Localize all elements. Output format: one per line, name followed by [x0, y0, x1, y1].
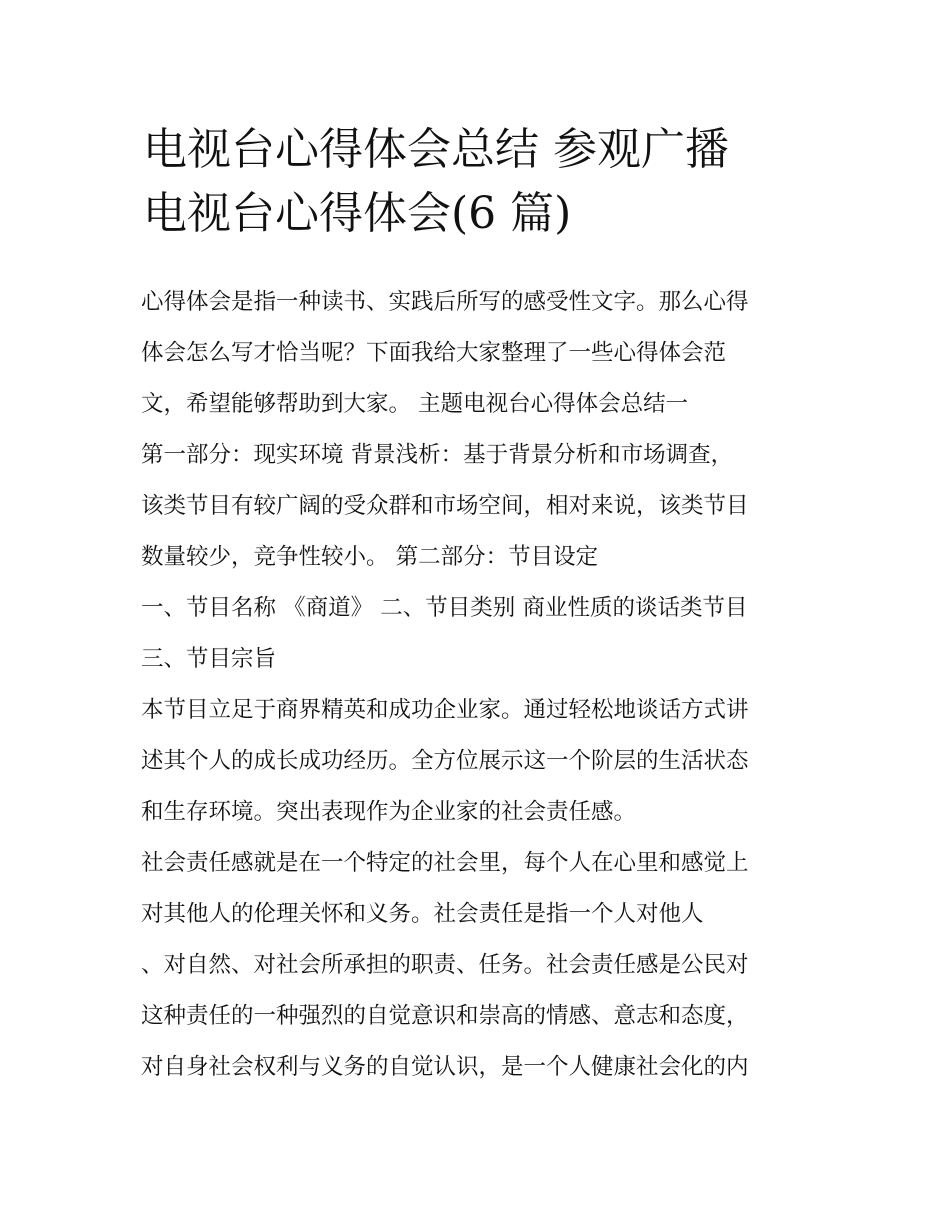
body-line: 体会怎么写才恰当呢？下面我给大家整理了一些心得体会范	[141, 340, 727, 366]
body-line: 这种责任的一种强烈的自觉意识和崇高的情感、意志和态度，	[141, 1003, 749, 1029]
body-line: 对自身社会权利与义务的自觉认识，是一个人健康社会化的内	[141, 1054, 749, 1080]
body-line: 该类节目有较广阔的受众群和市场空间，相对来说，该类节目	[141, 493, 749, 519]
body-line: 述其个人的成长成功经历。全方位展示这一个阶层的生活状态	[141, 748, 749, 774]
document-body	[141, 277, 821, 1093]
document-title	[143, 118, 843, 246]
body-line: 一、节目名称 《商道》 二、节目类别 商业性质的谈话类节目	[141, 595, 748, 621]
body-line: 心得体会是指一种读书、实践后所写的感受性文字。那么心得	[141, 289, 749, 315]
title-line: 电视台心得体会总结 参观广播	[143, 124, 729, 175]
body-line: 对其他人的伦理关怀和义务。社会责任是指一个人对他人	[141, 901, 704, 927]
body-line: 社会责任感就是在一个特定的社会里，每个人在心里和感觉上	[141, 850, 749, 876]
body-line: 三、节目宗旨	[141, 646, 277, 672]
body-line: 和生存环境。突出表现作为企业家的社会责任感。	[141, 799, 637, 825]
body-line: 、对自然、对社会所承担的职责、任务。社会责任感是公民对	[141, 952, 749, 978]
body-line: 文，希望能够帮助到大家。 主题电视台心得体会总结一	[141, 391, 689, 417]
body-line: 本节目立足于商界精英和成功企业家。通过轻松地谈话方式讲	[141, 697, 749, 723]
title-line: 电视台心得体会(6 篇)	[143, 188, 572, 239]
body-line: 数量较少，竞争性较小。 第二部分：节目设定	[141, 544, 599, 570]
body-line: 第一部分：现实环境 背景浅析：基于背景分析和市场调查，	[141, 442, 734, 468]
